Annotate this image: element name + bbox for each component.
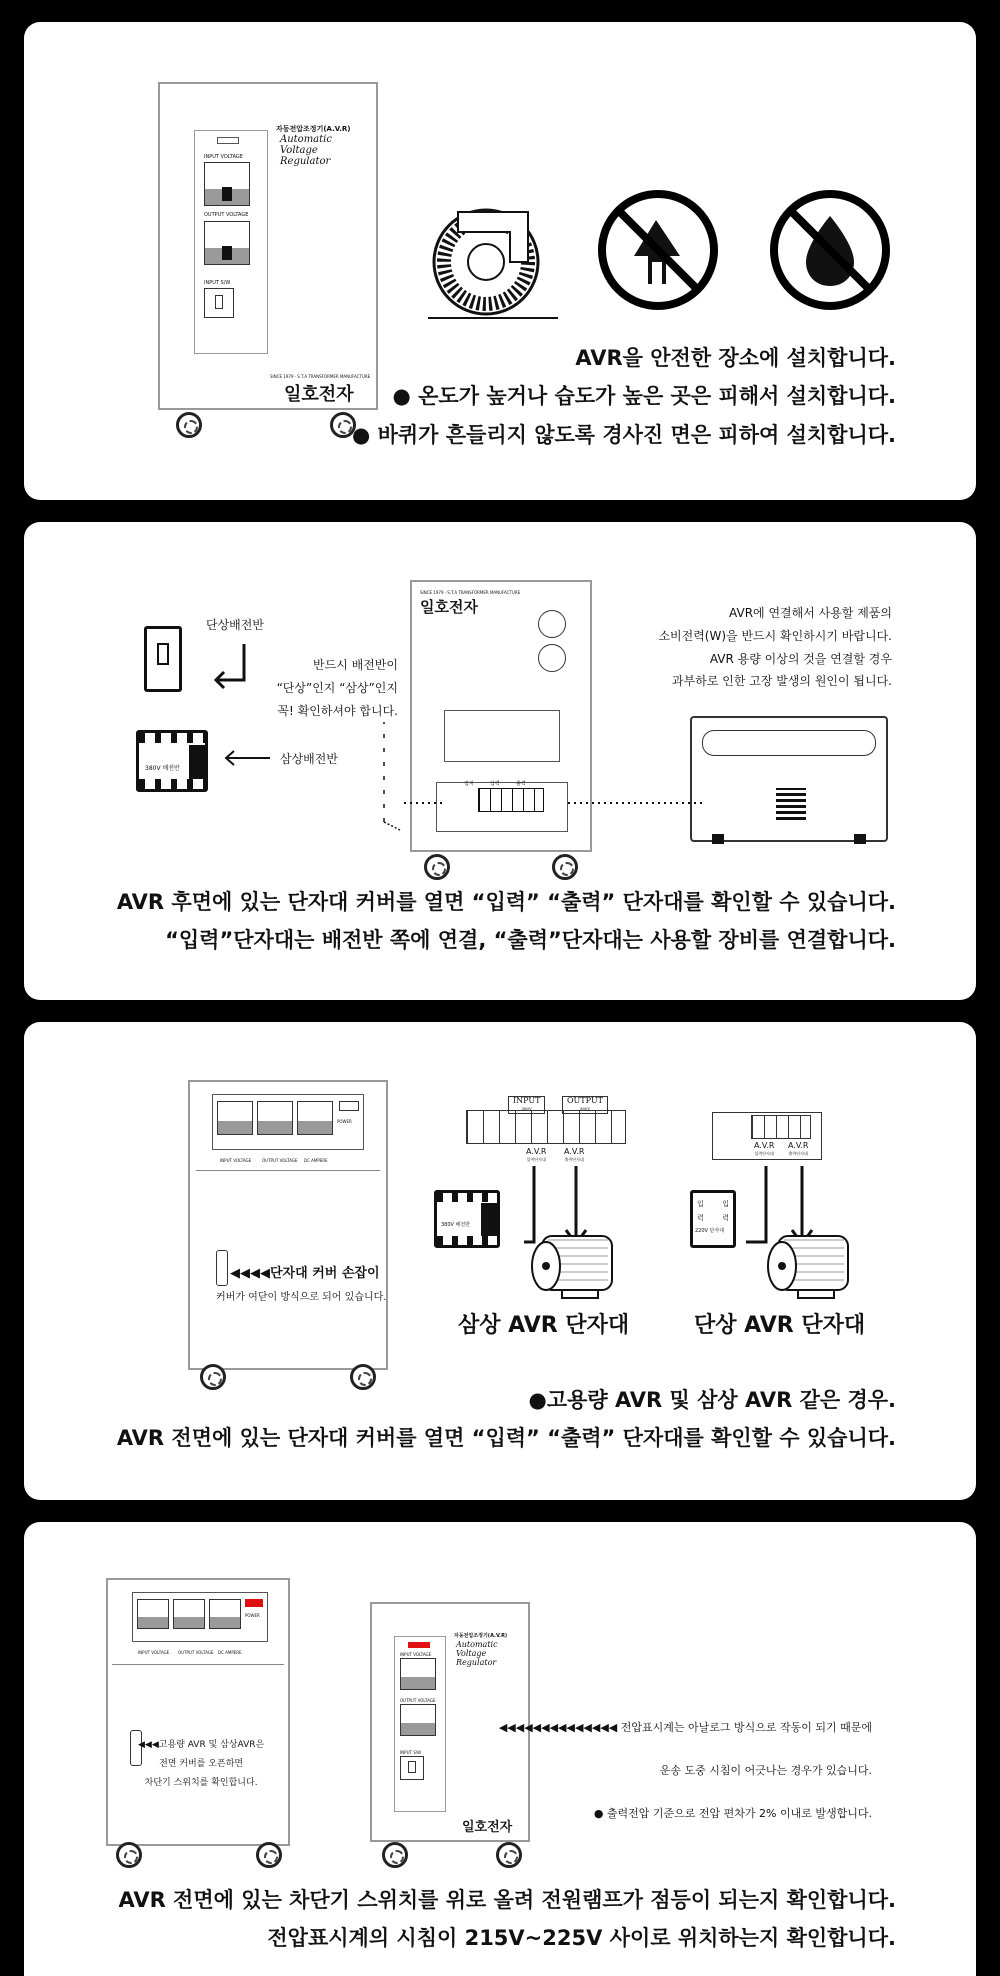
meter-label-2: DC AMPERE (218, 1650, 242, 1655)
input-voltage-meter (400, 1658, 436, 1690)
avr-label-en: Automatic Voltage Regulator (280, 134, 332, 167)
single-avr-out-label: A.V.R 출력단자대 (788, 1141, 809, 1156)
single-220-breaker: 입 입 력 력 220V 단자대 (690, 1190, 736, 1248)
brand-sub: SINCE 1979 · S.T.A TRANSFORMER MANUFACTURE (270, 374, 371, 379)
power-label: POWER (245, 1613, 260, 1618)
meter (257, 1101, 293, 1135)
left-note: ◀◀◀고용량 AVR 및 삼상AVR은 전면 커버를 오픈하면 차단기 스위치를 확인합니다. (138, 1740, 265, 1788)
s1-line-1: AVR을 안전한 장소에 설치합니다. (575, 346, 896, 370)
meter-panel (132, 1592, 268, 1642)
meter (217, 1101, 253, 1135)
single-panel-label: 단상배전반 (206, 618, 264, 632)
panel-380-label: 380V 배전반 (441, 1222, 471, 1228)
s4-line-2: 전압표시계의 시침이 215V~225V 사이로 위치하는지 확인합니다. (267, 1926, 896, 1950)
power-note: AVR에 연결해서 사용할 제품의 소비전력(W)을 반드시 확인하시기 바랍니다. AVR 용량 이상의 것을 연결할 경우 과부하로 인한 고장 발생의 원인이 됩니다. (658, 606, 892, 689)
avr-out-label: A.V.R 출력단자대 (564, 1147, 585, 1162)
rear-cover-plate (444, 710, 560, 762)
brand-logo: 일호전자 (462, 1820, 513, 1835)
caption-three-phase: 삼상 AVR 단자대 (458, 1313, 630, 1338)
terminal-in: 입력 (490, 781, 500, 787)
cover-note: 커버가 여닫이 방식으로 되어 있습니다. (216, 1292, 387, 1303)
input-label: INPUT 380V (508, 1096, 545, 1114)
avr-large-front (188, 1080, 388, 1370)
outlet-icon (538, 610, 566, 638)
s2-line-2: “입력”단자대는 배전반 쪽에 연결, “출력”단자대는 사용할 장비를 연결합니다. (165, 928, 896, 952)
three-panel-label: 삼상배전반 (280, 752, 338, 766)
input-switch (204, 288, 234, 318)
outlet-icon (538, 644, 566, 672)
brand-logo: 일호전자 (284, 384, 354, 405)
avr-unit-rear (410, 580, 592, 852)
wheel-icon (424, 854, 450, 880)
check-note: 반드시 배전반이 “단상”인지 “삼상”인지 꼭! 확인하셔야 합니다. (276, 658, 398, 718)
meter (137, 1599, 169, 1629)
panel-380-label: 380V 배전반 (145, 765, 180, 772)
output-label: OUTPUT 380V (562, 1096, 608, 1114)
single-220-label: 220V 단자대 (695, 1228, 725, 1234)
three-phase-breaker (136, 730, 208, 792)
avr-large-front (106, 1578, 290, 1846)
three-phase-terminal-block (466, 1110, 626, 1144)
meter-label-2: DC AMPERE (304, 1158, 328, 1163)
input-voltage-label: INPUT VOLTAGE (400, 1652, 432, 1657)
meter (173, 1599, 205, 1629)
section-front-terminal (24, 1022, 976, 1500)
motor-icon (528, 1228, 624, 1308)
output-voltage-label: OUTPUT VOLTAGE (400, 1698, 436, 1703)
power-lamp (408, 1642, 430, 1648)
brand-logo: 일호전자 (420, 598, 478, 616)
avr-in-label: A.V.R 입력단자대 (526, 1147, 547, 1162)
s1-line-3: ● 바퀴가 흔들리지 않도록 경사진 면은 피하여 설치합니다. (351, 423, 896, 447)
wheel-icon (382, 1842, 408, 1868)
caption-single-phase: 단상 AVR 단자대 (694, 1313, 866, 1338)
section-power-check (24, 1522, 976, 1976)
output-voltage-meter (204, 221, 250, 265)
motor-icon (764, 1228, 860, 1308)
section-install-location (24, 22, 976, 500)
left-arrow-icon (222, 750, 272, 766)
avr-label-ko: 자동전압조정기(A.V.R) (276, 125, 351, 133)
dotted-up-arrow-icon (376, 722, 406, 832)
meter-label-0: INPUT VOLTAGE (138, 1650, 170, 1655)
brand-sub: SINCE 1979 · S.T.A TRANSFORMER MANUFACTURE (420, 590, 521, 595)
meter-panel (212, 1094, 364, 1150)
s1-line-2: ● 온도가 높거나 습도가 높은 곳은 피해서 설치합니다. (392, 384, 896, 408)
meter-label-0: INPUT VOLTAGE (220, 1158, 252, 1163)
dotted-output-line (568, 798, 708, 808)
section-rear-terminal (24, 522, 976, 1000)
input-voltage-label: INPUT VOLTAGE (204, 154, 243, 160)
power-lamp (245, 1599, 263, 1607)
terminal-gnd: 접지 (464, 781, 474, 787)
wheel-icon (200, 1364, 226, 1390)
wheel-chock-icon (428, 192, 568, 322)
no-tilt-icon (596, 188, 720, 312)
single-phase-breaker (144, 626, 182, 692)
s2-line-1: AVR 후면에 있는 단자대 커버를 열면 “입력” “출력” 단자대를 확인할 수 있습니다. (116, 890, 896, 914)
output-voltage-meter (400, 1704, 436, 1736)
meter-label-1: OUTPUT VOLTAGE (262, 1158, 298, 1163)
equipment-machine-icon (690, 716, 888, 842)
s4-line-1: AVR 전면에 있는 차단기 스위치를 위로 올려 전원램프가 점등이 되는지 확인합니다. (118, 1888, 896, 1912)
input-sw-label: INPUT S/W (400, 1750, 422, 1755)
wheel-icon (256, 1842, 282, 1868)
wheel-icon (552, 854, 578, 880)
meter (297, 1101, 333, 1135)
meter-label-1: OUTPUT VOLTAGE (178, 1650, 214, 1655)
wheel-icon (116, 1842, 142, 1868)
wheel-icon (176, 412, 202, 438)
meter-note: ◀◀◀◀◀◀◀◀◀◀◀◀◀◀ 전압표시계는 아날로그 방식으로 작동이 되기 때문에 운송 도중 시침이 어긋나는 경우가 있습니다. ● 출력전압 기준으로 전압 편차가 2% 이내로 발생합니다. (498, 1721, 872, 1820)
meter (209, 1599, 241, 1629)
three-phase-breaker (434, 1190, 500, 1248)
dotted-input-line (404, 798, 444, 808)
cover-handle-label: ◀◀◀◀단자대 커버 손잡이 (230, 1266, 380, 1281)
input-switch (400, 1756, 424, 1780)
output-voltage-label: OUTPUT VOLTAGE (204, 212, 249, 218)
s3-line-2: AVR 전면에 있는 단자대 커버를 열면 “입력” “출력” 단자대를 확인할 수 있습니다. (116, 1426, 896, 1450)
power-label: POWER (337, 1119, 352, 1124)
cover-handle-icon (216, 1250, 228, 1286)
s3-line-1: ●고용량 AVR 및 삼상 AVR 같은 경우. (528, 1388, 896, 1412)
no-water-icon (768, 188, 892, 312)
input-sw-label: INPUT S/W (204, 280, 231, 286)
avr-unit-front (158, 82, 378, 410)
wheel-icon (496, 1842, 522, 1868)
single-avr-in-label: A.V.R 입력단자대 (754, 1141, 775, 1156)
input-voltage-meter (204, 162, 250, 206)
terminal-out: 출력 (516, 781, 526, 787)
avr-label-ko: 자동전압조정기(A.V.R) (454, 1633, 508, 1639)
rear-terminal-block (478, 788, 544, 812)
wheel-icon (350, 1364, 376, 1390)
avr-label-en: Automatic Voltage Regulator (456, 1640, 498, 1667)
